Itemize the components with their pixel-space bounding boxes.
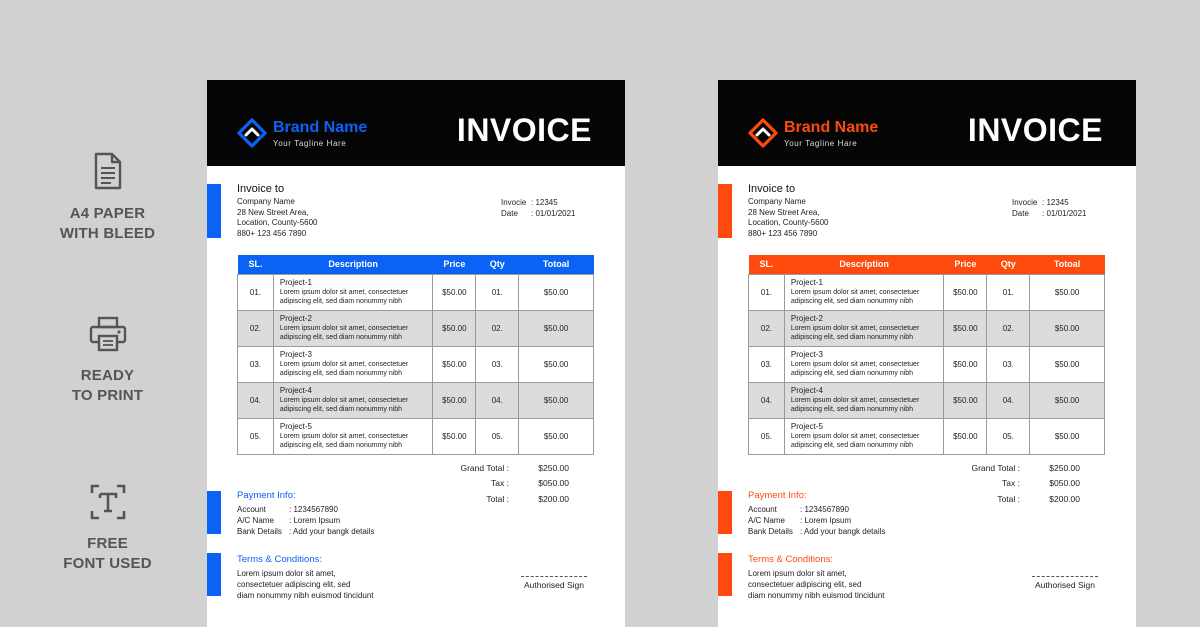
terms-heading: Terms & Conditions: bbox=[748, 554, 834, 565]
project-name: Project-2 bbox=[790, 314, 823, 323]
invoice-meta bbox=[501, 197, 575, 219]
brand bbox=[748, 118, 878, 148]
row-total: $50.00 bbox=[519, 382, 594, 418]
terms-block bbox=[237, 554, 374, 601]
project-name: Project-4 bbox=[279, 386, 312, 395]
feature-label-line2: FONT USED bbox=[63, 555, 152, 572]
row-qty: 04. bbox=[476, 382, 519, 418]
feature-free-font bbox=[40, 484, 175, 574]
brand bbox=[237, 118, 367, 148]
feature-label-line1: READY bbox=[80, 367, 135, 384]
feature-a4-paper bbox=[40, 152, 175, 244]
row-qty: 03. bbox=[476, 346, 519, 382]
row-total: $50.00 bbox=[1030, 382, 1105, 418]
signature-block bbox=[1032, 576, 1098, 590]
signature-line bbox=[521, 576, 587, 577]
brand-logo-icon bbox=[237, 118, 267, 148]
column-header: SL. bbox=[759, 259, 774, 270]
project-desc: Lorem ipsum dolor sit amet, consectetuer bbox=[790, 325, 920, 332]
terms-line: diam nonummy nibh euismod tincidunt bbox=[237, 591, 374, 600]
table-row bbox=[749, 274, 1105, 310]
project-desc: adipiscing elit, sed diam nonummy nibh bbox=[790, 442, 914, 449]
row-total: $50.00 bbox=[1030, 310, 1105, 346]
terms-line: consectetuer adipiscing elit, sed bbox=[237, 580, 351, 589]
row-price: $50.00 bbox=[944, 346, 987, 382]
project-desc: adipiscing elit, sed diam nonummy nibh bbox=[790, 298, 914, 305]
row-total: $50.00 bbox=[1030, 346, 1105, 382]
items-table bbox=[748, 255, 1105, 455]
project-desc: adipiscing elit, sed diam nonummy nibh bbox=[790, 334, 914, 341]
payment-heading: Payment Info: bbox=[237, 490, 296, 501]
row-qty: 05. bbox=[476, 418, 519, 454]
row-sl: 04. bbox=[749, 382, 785, 418]
brand-tagline: Your Tagline Hare bbox=[273, 138, 347, 148]
bank-details-value: : Add your bangk details bbox=[289, 527, 375, 536]
row-sl: 03. bbox=[238, 346, 274, 382]
payment-info bbox=[237, 490, 374, 537]
row-description bbox=[784, 274, 944, 310]
column-header: Price bbox=[443, 259, 466, 270]
project-name: Project-5 bbox=[790, 422, 823, 431]
row-sl: 05. bbox=[749, 418, 785, 454]
feature-label-line2: TO PRINT bbox=[71, 387, 144, 404]
invoice-meta bbox=[1012, 197, 1086, 219]
project-desc: adipiscing elit, sed diam nonummy nibh bbox=[279, 298, 403, 305]
row-price: $50.00 bbox=[944, 274, 987, 310]
accent-bar bbox=[207, 553, 221, 596]
row-price: $50.00 bbox=[944, 310, 987, 346]
signature-label: Authorised Sign bbox=[1034, 580, 1095, 590]
date-label: Date bbox=[501, 209, 518, 218]
project-name: Project-2 bbox=[279, 314, 312, 323]
column-header: SL. bbox=[248, 259, 263, 270]
column-header: Qty bbox=[489, 259, 505, 270]
accent-bar bbox=[207, 184, 221, 238]
project-desc: Lorem ipsum dolor sit amet, consectetuer bbox=[790, 361, 920, 368]
totals-block bbox=[954, 460, 1102, 507]
total-value: $200.00 bbox=[1049, 493, 1080, 504]
row-description bbox=[273, 274, 433, 310]
table-row bbox=[238, 274, 594, 310]
invoice-number-label: Invocie bbox=[1012, 198, 1038, 207]
column-header: Description bbox=[839, 259, 889, 270]
row-sl: 04. bbox=[238, 382, 274, 418]
signature-block bbox=[521, 576, 587, 590]
items-table bbox=[237, 255, 594, 455]
table-row bbox=[749, 346, 1105, 382]
payment-heading: Payment Info: bbox=[748, 490, 807, 501]
grand-total-value: $250.00 bbox=[538, 462, 569, 473]
totals-block bbox=[443, 460, 591, 507]
project-desc: adipiscing elit, sed diam nonummy nibh bbox=[790, 370, 914, 377]
feature-label-line1: FREE bbox=[87, 535, 128, 552]
invoice-title: INVOICE bbox=[967, 112, 1103, 148]
row-price: $50.00 bbox=[433, 382, 476, 418]
invoice-to-label: Invoice to bbox=[748, 183, 796, 195]
brand-logo-icon bbox=[748, 118, 778, 148]
project-desc: Lorem ipsum dolor sit amet, consectetuer bbox=[279, 397, 409, 404]
invoice-number: : 12345 bbox=[1042, 198, 1069, 207]
row-total: $50.00 bbox=[1030, 418, 1105, 454]
row-sl: 02. bbox=[749, 310, 785, 346]
font-icon bbox=[90, 484, 126, 520]
row-price: $50.00 bbox=[433, 418, 476, 454]
brand-name: Brand Name bbox=[784, 118, 879, 136]
grand-total-label: Grand Total : bbox=[460, 462, 509, 473]
row-qty: 01. bbox=[987, 274, 1030, 310]
row-sl: 01. bbox=[238, 274, 274, 310]
project-desc: adipiscing elit, sed diam nonummy nibh bbox=[790, 406, 914, 413]
printer-icon bbox=[89, 316, 127, 352]
table-row bbox=[749, 310, 1105, 346]
invoice-to-block bbox=[237, 183, 318, 239]
invoice-to-block bbox=[748, 183, 829, 239]
row-description bbox=[273, 418, 433, 454]
row-price: $50.00 bbox=[433, 310, 476, 346]
column-header: Price bbox=[954, 259, 977, 270]
row-description bbox=[273, 346, 433, 382]
row-description bbox=[784, 346, 944, 382]
account-value: : 1234567890 bbox=[289, 505, 338, 514]
row-sl: 01. bbox=[749, 274, 785, 310]
account-label: Account bbox=[748, 505, 777, 514]
table-row bbox=[749, 418, 1105, 454]
account-name-label: A/C Name bbox=[748, 516, 785, 525]
row-total: $50.00 bbox=[519, 310, 594, 346]
row-price: $50.00 bbox=[433, 274, 476, 310]
phone-number: 880+ 123 456 7890 bbox=[748, 228, 818, 238]
table-header bbox=[238, 255, 594, 274]
table-row bbox=[749, 382, 1105, 418]
row-description bbox=[784, 418, 944, 454]
project-desc: Lorem ipsum dolor sit amet, consectetuer bbox=[790, 397, 920, 404]
terms-block bbox=[748, 554, 885, 601]
signature-line bbox=[1032, 576, 1098, 577]
terms-line: Lorem ipsum dolor sit amet, bbox=[237, 569, 336, 578]
invoice-number-label: Invocie bbox=[501, 198, 527, 207]
column-header: Description bbox=[328, 259, 378, 270]
total-label: Total : bbox=[486, 493, 509, 504]
project-desc: adipiscing elit, sed diam nonummy nibh bbox=[279, 406, 403, 413]
project-name: Project-1 bbox=[279, 278, 312, 287]
total-value: $200.00 bbox=[538, 493, 569, 504]
account-name-value: : Lorem Ipsum bbox=[289, 516, 341, 525]
terms-heading: Terms & Conditions: bbox=[237, 554, 323, 565]
row-sl: 05. bbox=[238, 418, 274, 454]
address-line: 28 New Street Area, bbox=[237, 207, 309, 217]
invoice-date: : 01/01/2021 bbox=[531, 209, 576, 218]
brand-name: Brand Name bbox=[273, 118, 368, 136]
row-price: $50.00 bbox=[433, 346, 476, 382]
row-price: $50.00 bbox=[944, 418, 987, 454]
terms-line: diam nonummy nibh euismod tincidunt bbox=[748, 591, 885, 600]
project-name: Project-3 bbox=[279, 350, 312, 359]
bank-details-label: Bank Details bbox=[748, 527, 793, 536]
project-desc: Lorem ipsum dolor sit amet, consectetuer bbox=[790, 289, 920, 296]
tax-label: Tax : bbox=[1002, 478, 1020, 489]
invoice-sheet-blue bbox=[207, 80, 625, 627]
invoice-to-label: Invoice to bbox=[237, 183, 285, 195]
feature-label-line2: WITH BLEED bbox=[59, 225, 156, 242]
address-line: 28 New Street Area, bbox=[748, 207, 820, 217]
project-desc: Lorem ipsum dolor sit amet, consectetuer bbox=[279, 325, 409, 332]
terms-line: Lorem ipsum dolor sit amet, bbox=[748, 569, 847, 578]
signature-label: Authorised Sign bbox=[523, 580, 584, 590]
row-description bbox=[273, 382, 433, 418]
table-header bbox=[749, 255, 1105, 274]
row-description bbox=[273, 310, 433, 346]
row-total: $50.00 bbox=[519, 346, 594, 382]
phone-number: 880+ 123 456 7890 bbox=[237, 228, 307, 238]
bank-details-label: Bank Details bbox=[237, 527, 282, 536]
row-qty: 03. bbox=[987, 346, 1030, 382]
grand-total-label: Grand Total : bbox=[971, 462, 1020, 473]
row-sl: 03. bbox=[749, 346, 785, 382]
column-header: Qty bbox=[1000, 259, 1016, 270]
account-name-value: : Lorem Ipsum bbox=[800, 516, 852, 525]
feature-ready-to-print bbox=[40, 316, 175, 406]
tax-value: $050.00 bbox=[1049, 478, 1080, 489]
address-line: Location, County-5600 bbox=[237, 218, 318, 227]
row-qty: 01. bbox=[476, 274, 519, 310]
accent-bar bbox=[207, 491, 221, 534]
bank-details-value: : Add your bangk details bbox=[800, 527, 886, 536]
column-header: Totoal bbox=[542, 259, 570, 270]
payment-info bbox=[748, 490, 885, 537]
account-label: Account bbox=[237, 505, 266, 514]
accent-bar bbox=[718, 184, 732, 238]
account-value: : 1234567890 bbox=[800, 505, 849, 514]
document-icon bbox=[93, 152, 123, 190]
project-desc: Lorem ipsum dolor sit amet, consectetuer bbox=[279, 433, 409, 440]
project-desc: adipiscing elit, sed diam nonummy nibh bbox=[279, 334, 403, 341]
tax-value: $050.00 bbox=[538, 478, 569, 489]
accent-bar bbox=[718, 491, 732, 534]
table-row bbox=[238, 346, 594, 382]
project-name: Project-4 bbox=[790, 386, 823, 395]
invoice-title: INVOICE bbox=[456, 112, 592, 148]
feature-label-line1: A4 PAPER bbox=[69, 205, 146, 222]
row-price: $50.00 bbox=[944, 382, 987, 418]
table-row bbox=[238, 382, 594, 418]
invoice-number: : 12345 bbox=[531, 198, 558, 207]
row-description bbox=[784, 310, 944, 346]
company-name: Company Name bbox=[748, 197, 806, 206]
date-label: Date bbox=[1012, 209, 1029, 218]
project-name: Project-5 bbox=[279, 422, 312, 431]
table-row bbox=[238, 418, 594, 454]
tax-label: Tax : bbox=[491, 478, 509, 489]
invoice-date: : 01/01/2021 bbox=[1042, 209, 1087, 218]
row-qty: 02. bbox=[476, 310, 519, 346]
row-qty: 02. bbox=[987, 310, 1030, 346]
total-label: Total : bbox=[997, 493, 1020, 504]
row-total: $50.00 bbox=[519, 274, 594, 310]
row-total: $50.00 bbox=[1030, 274, 1105, 310]
address-line: Location, County-5600 bbox=[748, 218, 829, 227]
table-row bbox=[238, 310, 594, 346]
project-desc: adipiscing elit, sed diam nonummy nibh bbox=[279, 442, 403, 449]
project-desc: Lorem ipsum dolor sit amet, consectetuer bbox=[790, 433, 920, 440]
project-name: Project-1 bbox=[790, 278, 823, 287]
brand-tagline: Your Tagline Hare bbox=[784, 138, 858, 148]
company-name: Company Name bbox=[237, 197, 295, 206]
row-qty: 04. bbox=[987, 382, 1030, 418]
grand-total-value: $250.00 bbox=[1049, 462, 1080, 473]
terms-line: consectetuer adipiscing elit, sed bbox=[748, 580, 862, 589]
row-qty: 05. bbox=[987, 418, 1030, 454]
invoice-header bbox=[718, 80, 1136, 166]
project-name: Project-3 bbox=[790, 350, 823, 359]
account-name-label: A/C Name bbox=[237, 516, 274, 525]
row-total: $50.00 bbox=[519, 418, 594, 454]
project-desc: Lorem ipsum dolor sit amet, consectetuer bbox=[279, 361, 409, 368]
column-header: Totoal bbox=[1053, 259, 1081, 270]
project-desc: Lorem ipsum dolor sit amet, consectetuer bbox=[279, 289, 409, 296]
invoice-sheet-orange bbox=[718, 80, 1136, 627]
row-description bbox=[784, 382, 944, 418]
invoice-header bbox=[207, 80, 625, 166]
project-desc: adipiscing elit, sed diam nonummy nibh bbox=[279, 370, 403, 377]
accent-bar bbox=[718, 553, 732, 596]
row-sl: 02. bbox=[238, 310, 274, 346]
